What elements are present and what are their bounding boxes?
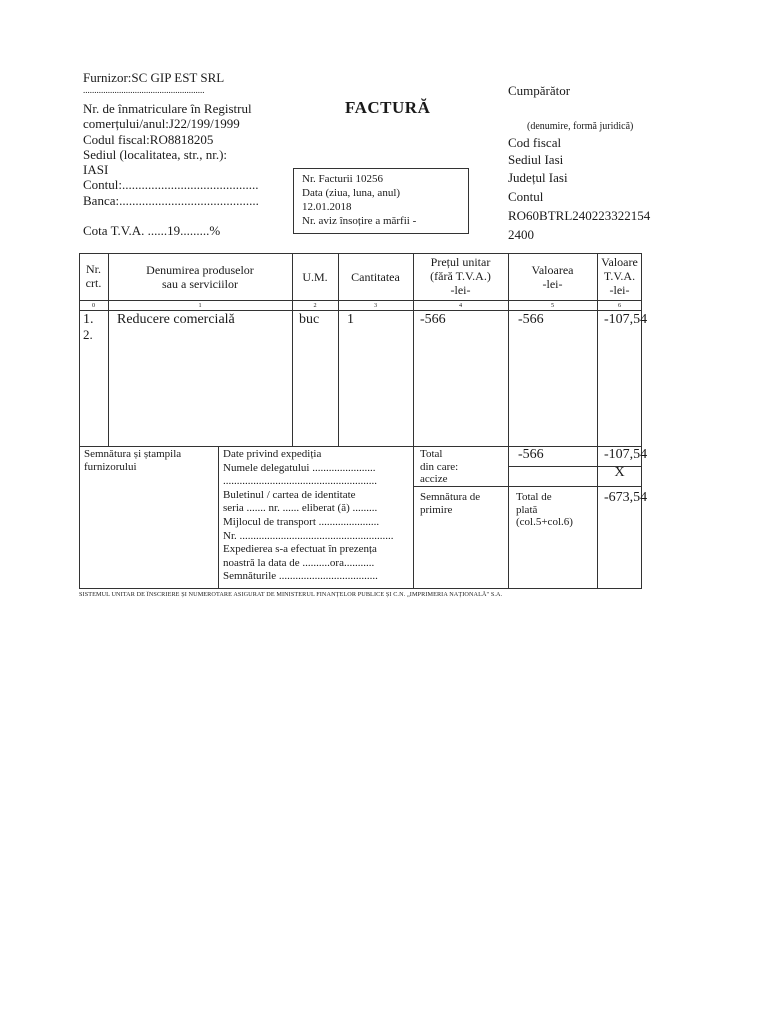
total-label [420, 448, 458, 486]
vat-rate: Cota T.V.A. ......19.........% [83, 223, 221, 238]
total-vat: -107,54 [604, 447, 648, 462]
expedition-line-10: Semnăturile .................................... [223, 570, 378, 583]
registration-number: comerțului/anul:J22/199/1999 [83, 116, 240, 131]
row2-nr: 2. [83, 327, 93, 342]
row1-product: Reducere comercială [117, 312, 235, 327]
expedition-line-5: seria ....... nr. ...... eliberat (ă) ......... [223, 502, 378, 515]
expedition-details [223, 448, 394, 584]
supplier-signature-line1: Semnătura și ștampila [84, 448, 182, 460]
row1-vat: -107,54 [604, 312, 648, 327]
row1-nr: 1. [83, 312, 94, 327]
total-payment-line3: (col.5+col.6) [516, 516, 573, 528]
header-price-line3: -lei- [450, 283, 471, 297]
total-payment-value: -673,54 [604, 490, 648, 505]
buyer-fiscal-code: Cod fiscal [508, 135, 562, 150]
supplier-bank: Banca:........................................... [83, 193, 259, 208]
buyer-account-label: Contul [508, 189, 544, 204]
col-index-1: 1 [198, 302, 202, 309]
header-vat-line1: Valoare [601, 255, 638, 269]
header-quantity: Cantitatea [351, 270, 400, 284]
invoice-date: 12.01.2018 [302, 201, 352, 213]
header-crt: crt. [85, 276, 102, 290]
items-footer-divider [79, 446, 642, 447]
supplier-name: Furnizor:SC GIP EST SRL [83, 70, 225, 85]
invoice-number: Nr. Facturii 10256 [302, 173, 383, 185]
accize-row-divider [413, 486, 642, 487]
invoice-date-label: Data (ziua, luna, anul) [302, 187, 401, 199]
header-product-name [108, 263, 292, 291]
expedition-line-8: Expedierea s-a efectuat în prezența [223, 543, 377, 556]
header-vat-line3: -lei- [609, 283, 630, 297]
delivery-note: Nr. aviz însoțire a mărfii - [302, 215, 417, 227]
index-row-divider [79, 310, 642, 311]
invoice-info-box [293, 168, 469, 234]
total-payment-line2: plată [516, 503, 538, 516]
total-label-line1: Total [420, 448, 443, 460]
buyer-legal-form: (denumire, formă juridică) [527, 121, 634, 132]
buyer-iban: RO60BTRL240223322154 [508, 208, 651, 223]
col-index-4: 4 [458, 302, 463, 309]
expedition-line-6: Mijlocul de transport ...................... [223, 515, 380, 528]
supplier-dots: ...................................................... [83, 85, 205, 95]
header-nr-crt [79, 262, 108, 290]
col-index-6: 6 [617, 302, 622, 309]
row1-unit: buc [299, 312, 320, 327]
expedition-line-4: Buletinul / cartea de identitate [223, 488, 356, 501]
header-value-line1: Valoarea [531, 263, 574, 277]
document-title: FACTURĂ [345, 98, 431, 117]
supplier-address-label: Sediul (localitatea, str., nr.): [83, 147, 228, 162]
total-value: -566 [518, 447, 544, 462]
expedition-line-1: Date privind expediția [223, 448, 322, 460]
row1-value: -566 [518, 312, 544, 327]
col-index-2: 2 [313, 302, 317, 309]
receipt-signature-label [420, 491, 480, 517]
header-value [508, 263, 597, 291]
supplier-address-value: IASI [83, 162, 109, 177]
col-index-5: 5 [550, 302, 555, 309]
supplier-signature-label [84, 448, 181, 474]
header-vat-line2: T.V.A. [603, 269, 636, 283]
total-payment-label [516, 491, 573, 529]
supplier-fiscal-code: Codul fiscal:RO8818205 [83, 132, 214, 147]
registration-label: Nr. de înmatriculare în Registrul [83, 101, 252, 116]
expedition-line-7: Nr. ........................................................ [223, 529, 394, 542]
col-index-0: 0 [91, 302, 96, 309]
header-price-line1: Prețul unitar [430, 255, 491, 269]
buyer-iban-continued: 2400 [508, 227, 534, 242]
total-payment-line1: Total de [516, 491, 552, 503]
buyer-address: Sediul Iasi [508, 152, 564, 167]
accize-vat: X [614, 465, 625, 480]
printing-note: SISTEMUL UNITAR DE ÎNSCRIERE ȘI NUMEROTARE ASIGURAT DE MINISTERUL FINANȚELOR PUBLICE ȘI C.N. „IMPRIMERIA NAȚIONALĂ" S.A. [79, 591, 503, 598]
expedition-line-2: Numele delegatului ....................... [223, 461, 376, 474]
supplier-signature-line2: furnizorului [84, 461, 137, 473]
expedition-line-9: noastră la data de ..........ora........... [223, 556, 375, 569]
header-product-line1: Denumirea produselor [146, 263, 254, 277]
buyer-label: Cumpărător [508, 83, 571, 98]
header-nr: Nr. [86, 262, 101, 276]
row1-unit-price: -566 [420, 312, 446, 327]
expedition-line-3: ........................................................ [223, 475, 377, 488]
col-index-3: 3 [373, 302, 378, 309]
footer-col-line [218, 446, 219, 589]
header-vat-value [597, 255, 642, 297]
receipt-signature-line1: Semnătura de [420, 491, 481, 503]
supplier-account: Contul:.......................................... [83, 177, 259, 192]
header-product-line2: sau a serviciilor [162, 277, 238, 291]
header-unit: U.M. [302, 270, 328, 284]
receipt-signature-line2: primire [420, 504, 453, 516]
total-label-line3: accize [420, 473, 448, 485]
header-unit-price [413, 255, 508, 297]
header-value-line2: -lei- [542, 277, 563, 291]
buyer-county: Județul Iasi [508, 170, 568, 185]
row1-quantity: 1 [347, 312, 354, 327]
header-price-line2: (fără T.V.A.) [430, 269, 491, 283]
total-label-line2: din care: [420, 460, 459, 473]
